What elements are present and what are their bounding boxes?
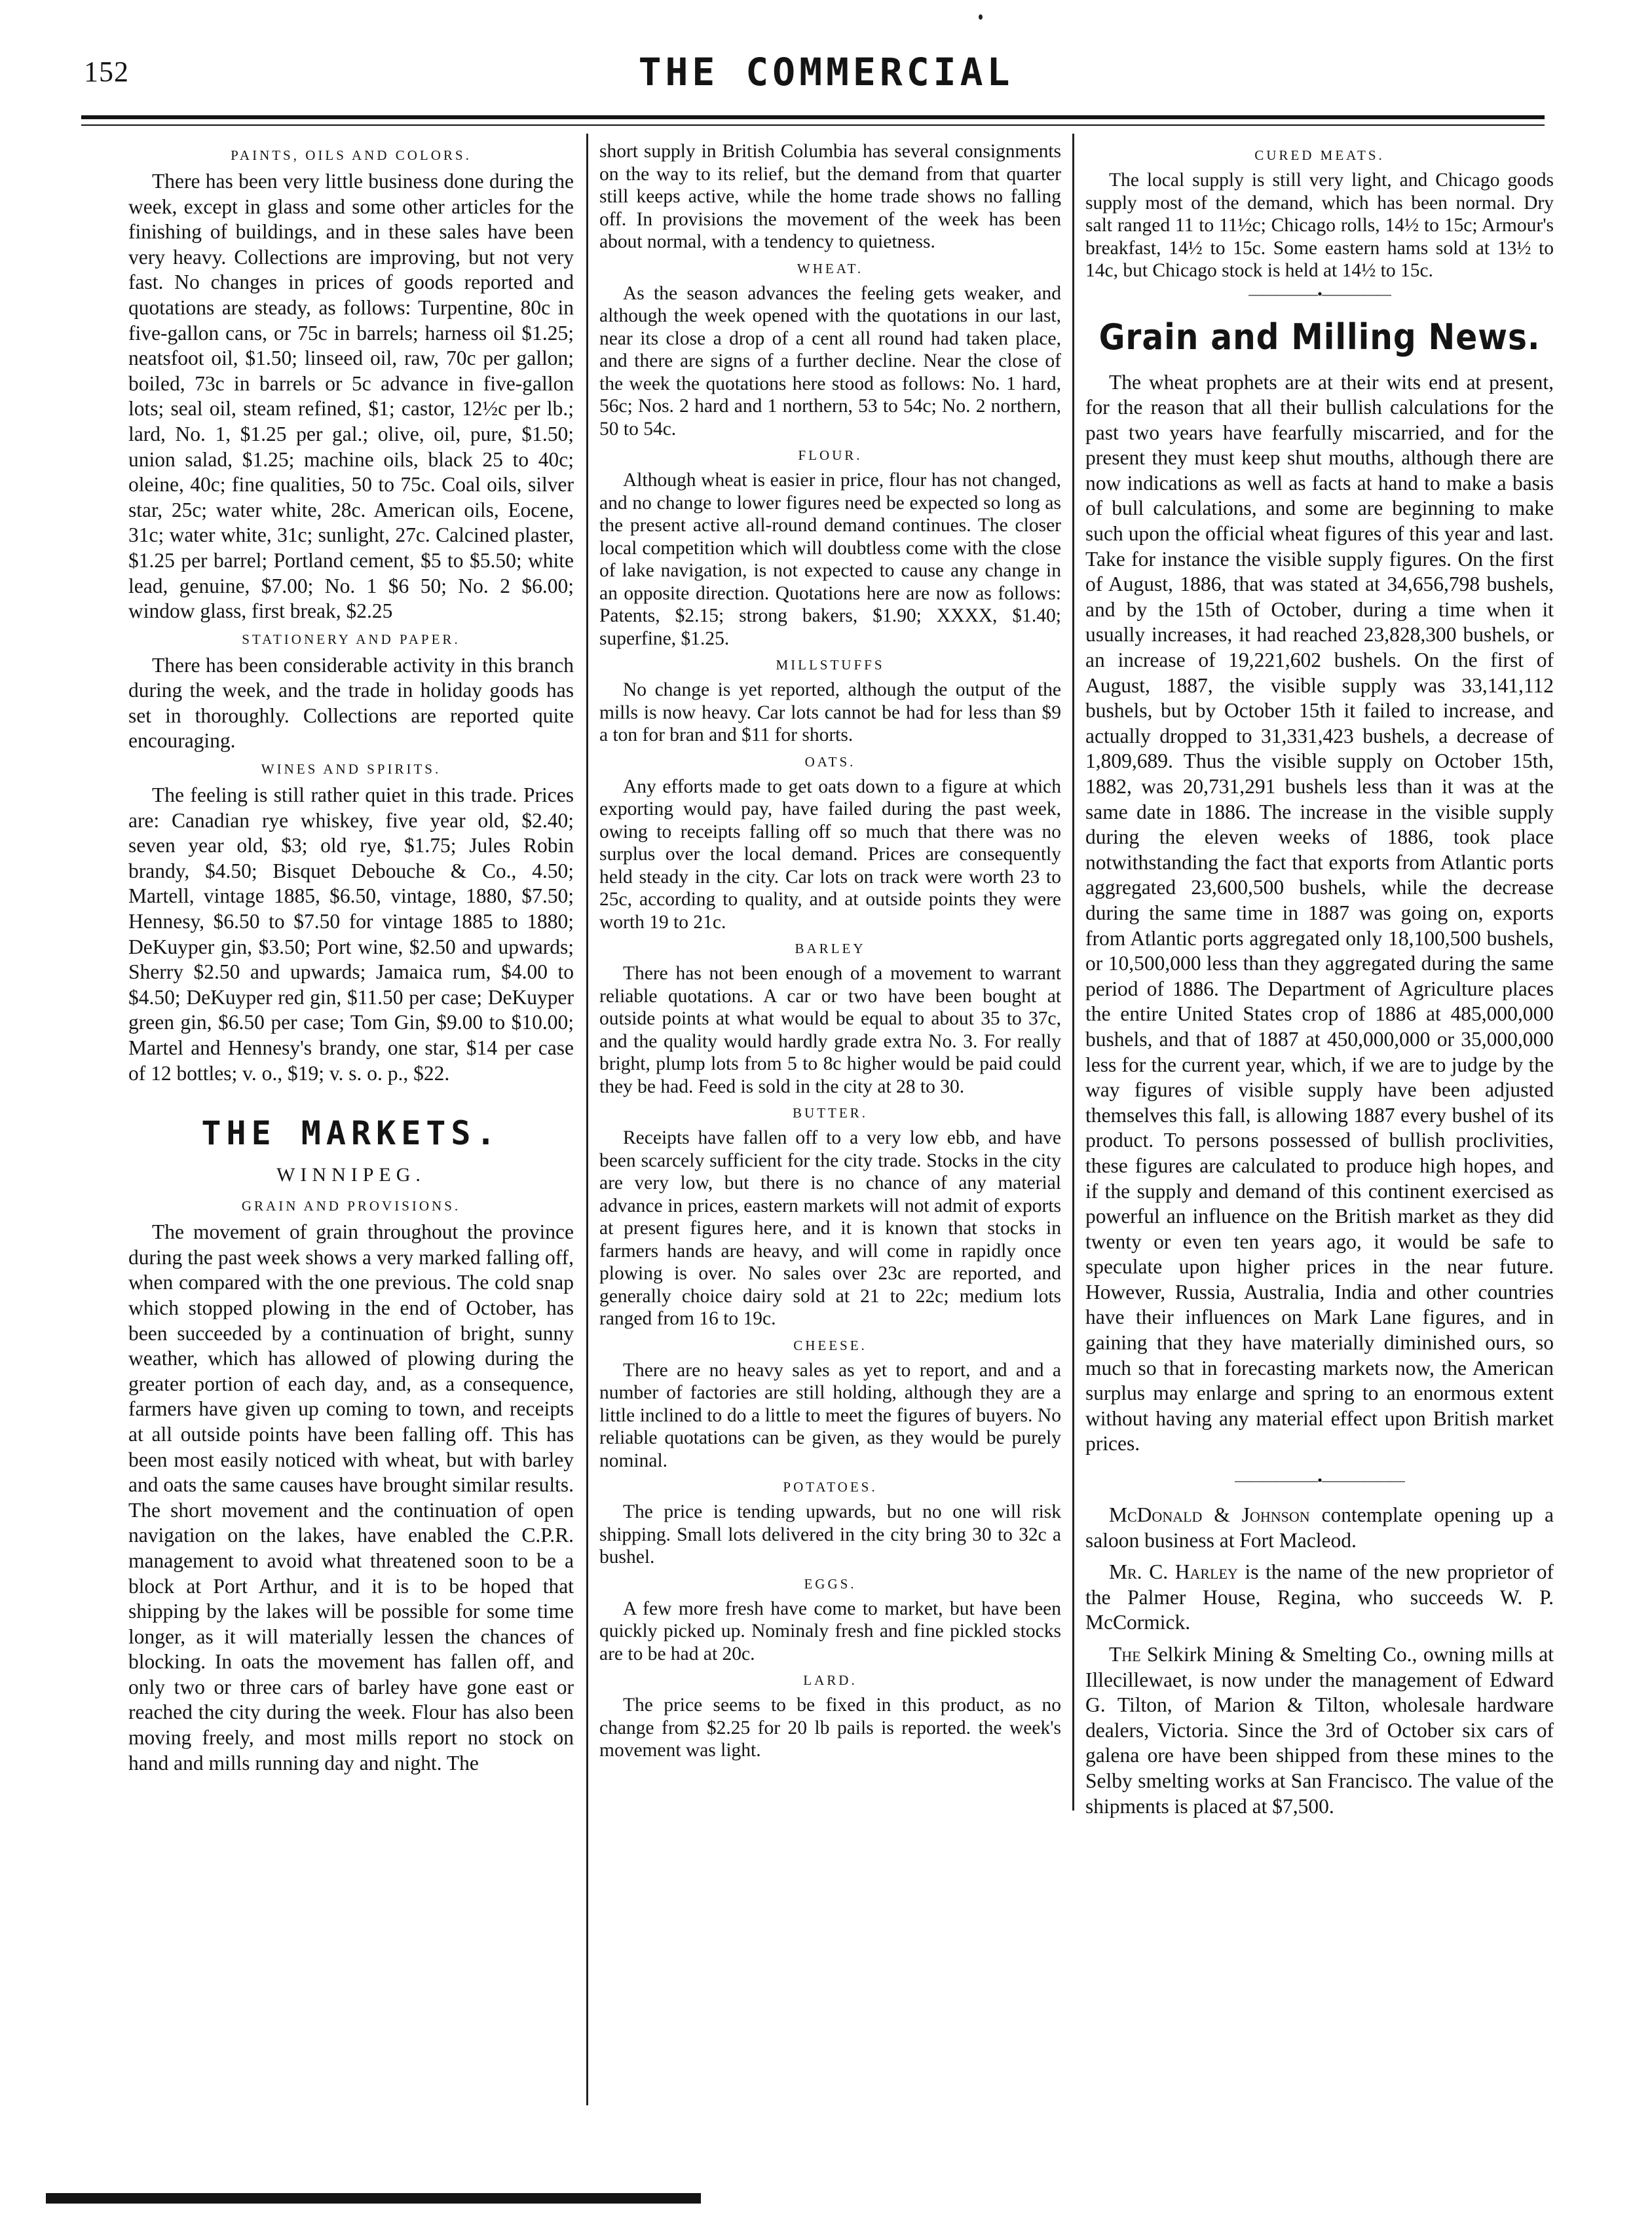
harley-notice <box>1085 1560 1554 1636</box>
winnipeg-heading: WINNIPEG. <box>276 1164 426 1186</box>
millstuffs-heading: MILLSTUFFS <box>776 657 885 673</box>
mcdonald-text: contemplate opening up a saloon business at Fort Macleod. <box>1085 1503 1554 1552</box>
header-rule-thick <box>81 115 1545 119</box>
selkirk-text: Selkirk Mining & Smelting Co., owning mills at Illecillewaet, is now under the management of Edward G. Tilton, of Marion & Tilton, wholesale hardware dealers, Victoria. Since the 3rd of October six cars of galena ore have been shipped from these mines to the Selby smelting works at San Francisco. The value of the shipments is placed at $7,500. <box>1085 1643 1554 1818</box>
barley-article: There has not been enough of a movement to warrant reliable quotations. A car or two have been bought at outside points at what would be equal to about 35 to 37c, and the quality would hardly grade extra No. 3. For really bright, plump lots from 5 to 8c higher would be paid could they be had. Feed is sold in the city at 28 to 30. <box>599 963 1061 1097</box>
selkirk-notice <box>1085 1642 1554 1819</box>
flour-article: Although wheat is easier in price, flour has not changed, and no change to lower figures need be expected so long as the present active all-round demand continues. The closer local competition which will doubtless come with the close of lake navigation, is not expected to cause any change in an opposite direction. Quotations here are now as follows: Patents, $2.15; strong bakers, $1.90; XXXX, $1.40; superfine, $1.25. <box>599 470 1061 649</box>
header-rule-thin <box>81 124 1545 126</box>
harley-name: Mr. C. Harley <box>1109 1560 1238 1584</box>
wheat-article: As the season advances the feeling gets weaker, and although the week opened with the quotations in our last, near its close a drop of a cent all round had taken place, and there are signs of a further decline. Near the close of the week the quotations here stood as follows: No. 1 hard, 56c; Nos. 2 hard and 1 northern, 53 to 54c; No. 2 northern, 50 to 54c. <box>599 282 1061 440</box>
page-number: 152 <box>84 56 129 88</box>
potatoes-heading: POTATOES. <box>783 1479 878 1495</box>
markets-heading: THE MARKETS. <box>201 1114 501 1153</box>
butter-heading: BUTTER. <box>793 1105 868 1121</box>
eggs-heading: EGGS. <box>804 1575 857 1592</box>
left-column <box>128 140 574 2177</box>
lard-heading: LARD. <box>803 1672 857 1688</box>
lard-article: The price seems to be fixed in this product, as no change from $2.25 for 20 lb pails is reported. the week's movement was light. <box>599 1695 1061 1761</box>
cured-meats-heading: CURED MEATS. <box>1254 147 1385 163</box>
millstuffs-article: No change is yet reported, although the output of the mills is now heavy. Car lots cannot be had for less than $9 a ton for bran and $11 for shorts. <box>599 679 1061 745</box>
oats-heading: OATS. <box>804 753 856 770</box>
grain-provisions-heading: GRAIN AND PROVISIONS. <box>241 1198 461 1214</box>
barley-heading: BARLEY <box>795 941 866 956</box>
wines-article: The feeling is still rather quiet in this trade. Prices are: Canadian rye whiskey, five year old, $2.40; seven year old, $3; old rye, $1.75; Jules Robin brandy, $4.50; Bisquet Debouche & Co., 4.50; Martell, vintage 1885, $6.50, vintage, 1880, $7.50; Hennesy, $6.50 to $7.50 for vintage 1885 to 1880; DeKuyper gin, $3.50; Port wine, $2.50 and upwards; Sherry $2.50 and upwards; Jamaica rum, $4.00 to $4.50; DeKuyper red gin, $11.50 per case; DeKuyper green gin, $6.50 per case; Tom Gin, $9.00 to $10.00; Martel and Hennesy's brandy, one star, $14 per case of 12 bottles; v. o., $19; v. s. o. p., $22. <box>128 783 574 1085</box>
wines-heading: WINES AND SPIRITS. <box>261 761 441 778</box>
wheat-heading: WHEAT. <box>797 260 864 276</box>
stationery-heading: STATIONERY AND PAPER. <box>242 631 460 647</box>
mcdonald-name: McDonald & Johnson <box>1109 1503 1310 1527</box>
grain-milling-article: The wheat prophets are at their wits end at present, for the reason that all their bullish calculations for the past two years have fearfully miscarried, and for the present they must keep shut mouths, although there are now indications as well as facts at hand to make a basis of bull calculations, and some are beginning to make such upon the official wheat figures of this year and last. Take for instance the visible supply figures. On the first of August, 1886, that was stated at 34,656,798 bushels, and by the 15th of October, during a time when it usually increases, it had reached 23,828,300 bushels, or an increase of 19,221,602 bushels. On the first of August, 1887, the visible supply was 33,141,112 bushels, but by October 15th it failed to increase, and actually dropped to 31,331,423 bushels, a decrease of 1,809,689. Thus the visible supply on October 15th, 1882, was 20,731,291 bushels less than it was at the same date in 1886. The increase in the visible supply during the eleven weeks of 1886, took place notwithstanding the fact that exports from Atlantic ports aggregated 23,600,500 bushels, while the decrease during the same time in 1887 was going on, exports from Atlantic ports aggregated only 18,100,500 bushels, or 10,500,000 less than they aggregated during the same period of 1886. The Department of Agriculture places the entire United States crop of 1886 at 485,000,000 bushels, and that of 1887 at 450,000,000 or 35,000,000 less for the current year, which, if we are to judge by the way figures of visible supply have been adjusted themselves this fall, is allowing 1887 every bushel of its product. To persons possessed of bullish proclivities, these figures are calculated to produce high hopes, and if the supply and demand of this continent exercised as powerful an influence on the British market as they did twenty or even ten years ago, it would be safe to speculate upon higher prices in the near future. However, Russia, Australia, India and other countries have their influences on Mark Lane figures, and in gaining that they have materially diminished ours, so much so that in forecasting markets now, the American surplus may enlarge and spring to an enormous extent without having any material effect upon British market prices. <box>1085 370 1554 1455</box>
bottom-rule <box>46 2193 701 2204</box>
right-column <box>1085 140 1554 2177</box>
masthead-title: THE COMMERCIAL <box>638 50 1014 94</box>
column-divider-right <box>1072 134 1074 1811</box>
cheese-article: There are no heavy sales as yet to report, and and a number of factories are still holding, although they are a little inclined to do a little to meet the figures of buyers. No reliable quotations can be given, as they would be purely nominal. <box>599 1359 1061 1471</box>
flour-heading: FLOUR. <box>798 447 863 463</box>
paints-heading: PAINTS, OILS AND COLORS. <box>231 147 472 163</box>
grain-milling-heading: Grain and Milling News. <box>1098 316 1541 358</box>
paints-article: There has been very little business done during the week, except in glass and some other articles for the finishing of buildings, and in these sales have been very heavy. Collections are improving, but not very fast. No changes in prices of goods reported and quotations are steady, as follows: Turpentine, 80c in five-gallon cans, or 75c in barrels; harness oil $1.25; neatsfoot oil, $1.50; linseed oil, raw, 70c per gallon; boiled, 73c in barrels or 5c advance in five-gallon lots; seal oil, steam refined, $1; castor, 12½c per lb.; lard, No. 1, $1.25 per gal.; olive, oil, pure, $1.50; union salad, $1.25; machine oils, black 25 to 40c; oleine, 40c; fine qualities, 50 to 75c. Coal oils, silver star, 25c; water white, 28c. American oils, Eocene, 31c; water white, 31c; sunlight, 27c. Calcined plaster, $1.25 per barrel; Portland cement, $5 to $5.50; white lead, genuine, $7.00; No. 1 $6 50; No. 2 $6.00; window glass, first break, $2.25 <box>128 170 574 623</box>
continued-article: short supply in British Columbia has several consignments on the way to its relief, but the demand from that quarter still keeps active, while the home trade shows no falling off. In provisions the movement of the week has been about normal, with a tendency to quietness. <box>599 141 1061 252</box>
grain-provisions-article: The movement of grain throughout the province during the past week shows a very marked falling off, when compared with the one previous. The cold snap which stopped plowing in the end of October, has been succeeded by a continuation of bright, sunny weather, which has allowed of plowing during the greater portion of each day, and, as a consequence, farmers have given up coming to town, and receipts at all outside points have been falling off. This has been most easily noticed with wheat, but with barley and oats the same causes have brought similar results. The short movement and the continuation of open navigation on the lakes, have enabled the C.P.R. management to avoid what threatened soon to be a block at Port Arthur, and it is to be hoped that shipping by the lakes will be possible for some time longer, as it will materially lessen the chances of blocking. In oats the movement has fallen off, and only two or three cars of barley have gone east or reached the city during the week. Flour has also been moving freely, and most mills report no stock on hand and mills running day and night. The <box>128 1220 574 1775</box>
stationery-article: There has been considerable activity in this branch during the week, and the trade in holiday goods has set in thoroughly. Collections are reported quite encouraging. <box>128 653 574 753</box>
oats-article: Any efforts made to get oats down to a figure at which exporting would pay, have failed during the past week, owing to receipts falling off so much that there was no surplus over the local demand. Prices are consequently held steady in the city. Car lots on track were worth 23 to 25c, according to quality, and at outside points they were worth 19 to 21c. <box>599 776 1061 933</box>
cured-meats-article: The local supply is still very light, and Chicago goods supply most of the demand, which has been normal. Dry salt ranged 11 to 11½c; Chicago rolls, 14½ to 15c; Armour's breakfast, 14½ to 15c. Some eastern hams sold at 13½ to 14c, but Chicago stock is held at 14½ to 15c. <box>1085 170 1554 281</box>
ornament-divider-2: ——————•—————— <box>1235 1472 1404 1489</box>
selkirk-lead: The <box>1109 1643 1141 1666</box>
potatoes-article: The price is tending upwards, but no one will risk shipping. Small lots delivered in the city bring 30 to 32c a bushel. <box>599 1501 1061 1568</box>
ink-speck <box>979 14 983 20</box>
ornament-divider: —————•————— <box>1248 285 1391 302</box>
butter-article: Receipts have fallen off to a very low ebb, and have been scarcely sufficient for the city trade. Stocks in the city are very low, but there is no chance of any material advance in prices, eastern markets will not admit of exports at present figures here, and it is known that stocks in farmers hands are heavy, and will come in rapidly once plowing is over. No sales over 23c are reported, and generally choice dairy sold at 21 to 22c; medium lots ranged from 16 to 19c. <box>599 1127 1061 1329</box>
middle-column <box>599 140 1061 2177</box>
eggs-article: A few more fresh have come to market, but have been quickly picked up. Nominaly fresh and fine pickled stocks are to be had at 20c. <box>599 1598 1061 1664</box>
column-divider-left <box>586 134 588 2105</box>
cheese-heading: CHEESE. <box>793 1337 867 1353</box>
harley-text: is the name of the new proprietor of the Palmer House, Regina, who succeeds W. P. McCormick. <box>1085 1560 1554 1634</box>
mcdonald-notice <box>1085 1503 1554 1553</box>
